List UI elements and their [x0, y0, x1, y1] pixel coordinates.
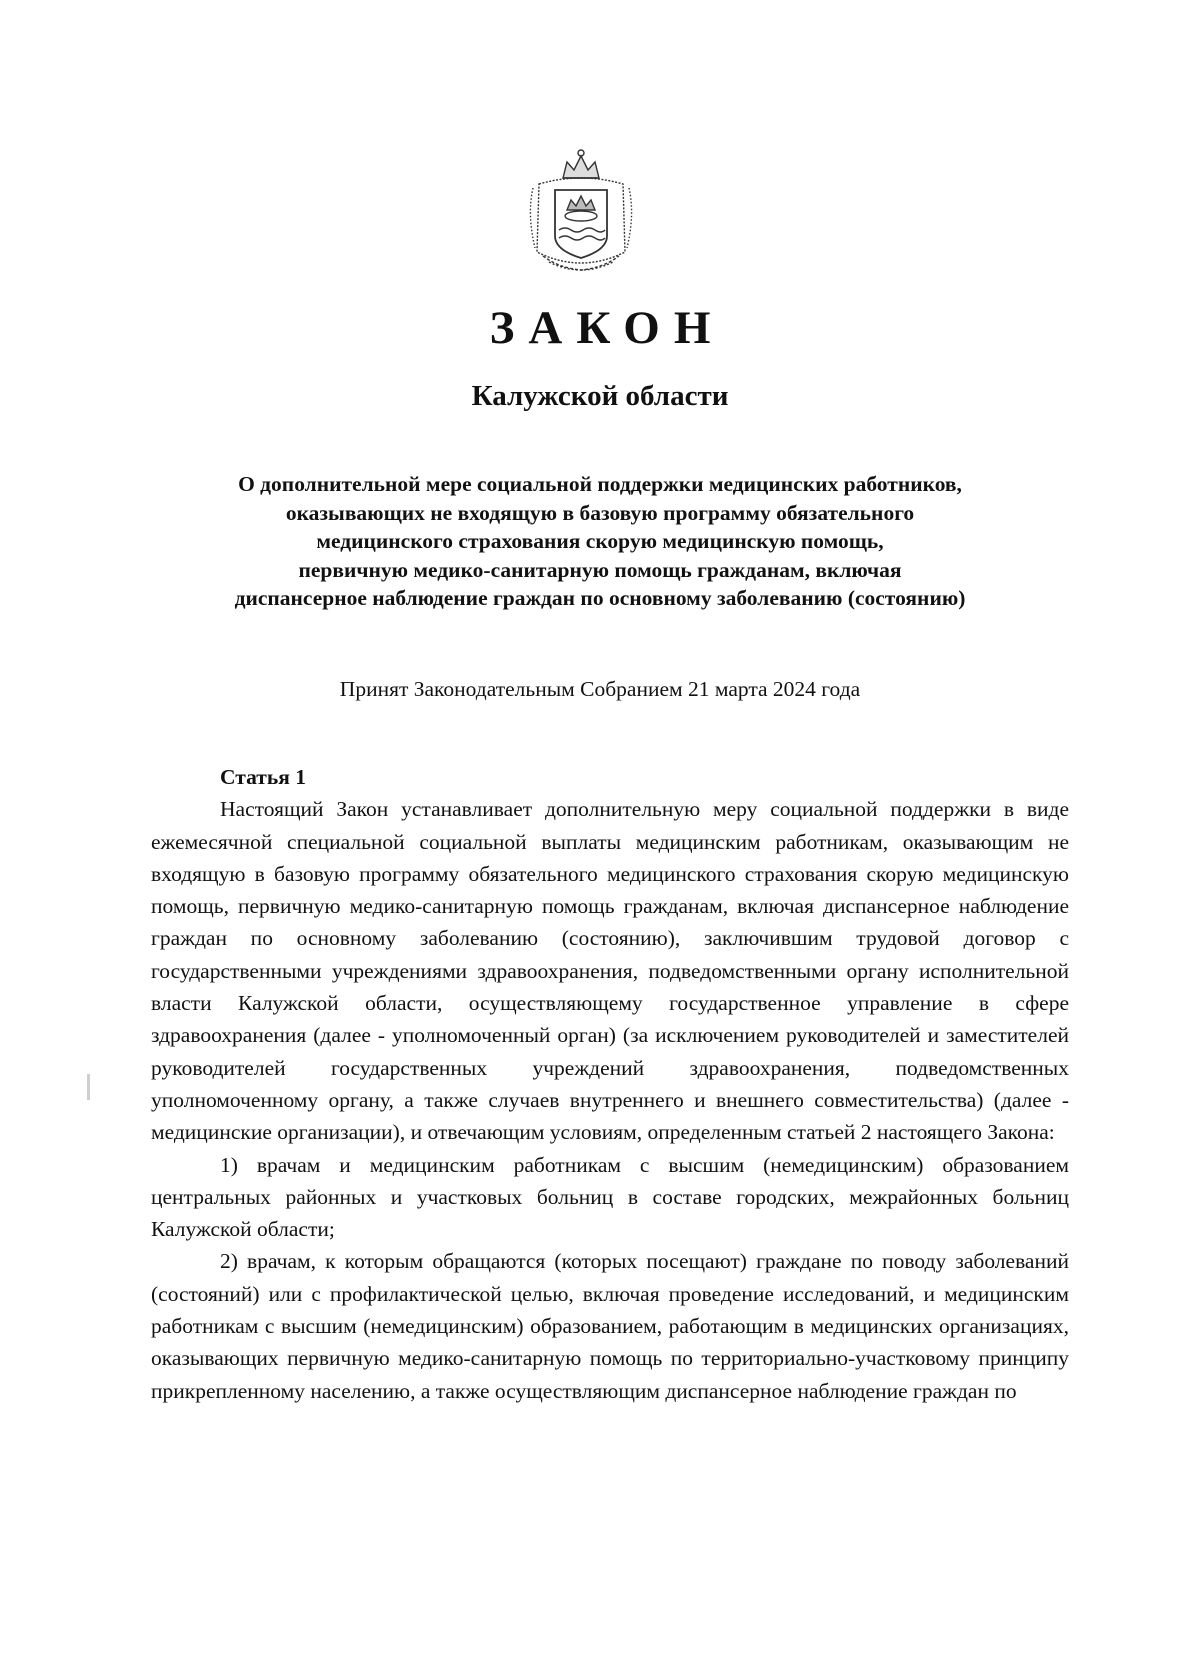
adoption-statement: Принят Законодательным Собранием 21 марта 2024 года — [339, 677, 861, 701]
law-title-line: оказывающих не входящую в базовую программу обязательного — [285, 500, 915, 525]
law-title-line: диспансерное наблюдение граждан по основному заболеванию (состоянию) — [234, 586, 966, 610]
article-paragraph: 1) врачам и медицинским работникам с высшим (немедицинским) образованием центральных районных и участковых больниц в составе городских, межрайонных больниц Калужской области; — [151, 1152, 1069, 1242]
document-type-heading: ЗАКОН — [489, 302, 725, 354]
article-paragraph: 2) врачам, к которым обращаются (которых посещают) граждане по поводу заболеваний (состояний) или с профилактической целью, включая проведение исследований, и медицинским работникам с высшим (немедицинским) образованием, работающим в медицинских организациях, оказывающих первичную медико-санитарную помощь по территориально-участковому принципу прикрепленному населению, а также осуществляющим диспансерное наблюдение граждан по — [151, 1249, 1069, 1403]
law-title — [150, 470, 1050, 613]
article-paragraph: Настоящий Закон устанавливает дополнительную меру социальной поддержки в виде ежемесячной специальной социальной выплаты медицинским работникам, оказывающим не входящую в базовую программу обязательного медицинского страхования скорую медицинскую помощь, первичную медико-санитарную помощь гражданам, включая диспансерное наблюдение граждан по основному заболеванию (состоянию), заключившим трудовой договор с государственными учреждениями здравоохранения, подведомственными органу исполнительной власти Калужской области, осуществляющему государственное управление в сфере здравоохранения (далее - уполномоченный орган) (за исключением руководителей и заместителей руководителей государственных учреждений здравоохранения, подведомственных уполномоченному органу, а также случаев внутреннего и внешнего совместительства) (далее - медицинские организации), и отвечающим условиям, определенным статьей 2 настоящего Закона: — [151, 797, 1069, 1145]
article-heading: Статья 1 — [220, 765, 306, 789]
scan-artifact — [87, 1074, 90, 1100]
region-heading: Калужской области — [471, 380, 729, 412]
kaluga-region-coat-of-arms-icon — [519, 144, 643, 279]
law-title-line: первичную медико-санитарную помощь гражданам, включая — [298, 557, 902, 582]
article-1 — [151, 761, 1069, 1407]
law-title-line: медицинского страхования скорую медицинскую помощь, — [316, 529, 884, 553]
law-title-line: О дополнительной мере социальной поддержки медицинских работников, — [238, 472, 962, 496]
